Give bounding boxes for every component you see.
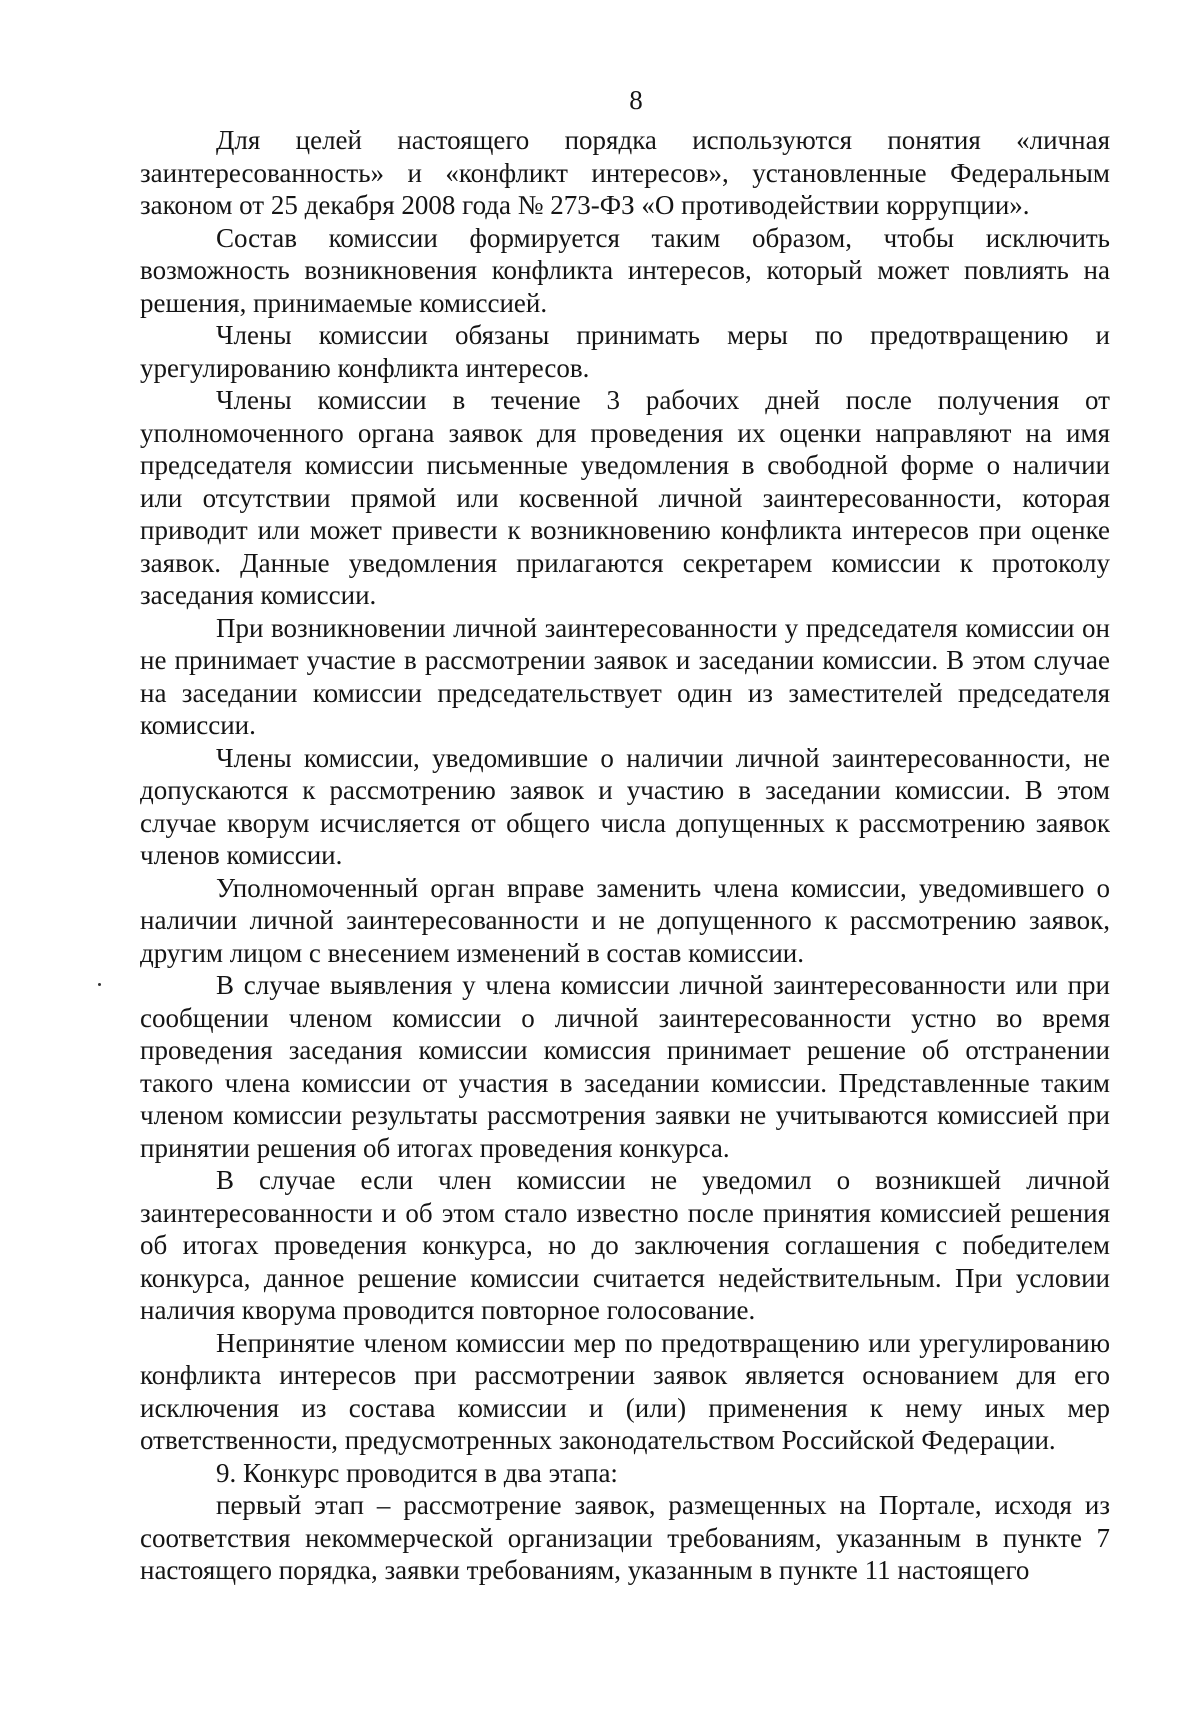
scan-speck [98, 983, 101, 986]
paragraph-member-suspension: В случае выявления у члена комиссии личной заинтересованности или при сообщении членом комиссии о личной заинтересованности устно во время проведения заседания комиссии комиссия принимает решение об отстранении такого члена комиссии от участия в заседании комиссии. Представленные таким членом комиссии результаты рассмотрения заявки не учитываются комиссией при принятии решения об итогах проведения конкурса. [140, 970, 1110, 1163]
paragraph-failure-to-act: Непринятие членом комиссии мер по предотвращению или урегулированию конфликта интересов при рассмотрении заявок является основанием для его исключения из состава комиссии и (или) применения к нему иных мер ответственности, предусмотренных законодательством Российской Федерации. [140, 1327, 1110, 1455]
paragraph-members-excluded: Члены комиссии, уведомившие о наличии личной заинтересованности, не допускаются к рассмотрению заявок и участию в заседании комиссии. В этом случае кворум исчисляется от общего числа допущенных к рассмотрению заявок членов комиссии. [140, 742, 1110, 870]
paragraph-commission-composition: Состав комиссии формируется таким образом, чтобы исключить возможность возникновения конфликта интересов, который может повлиять на решения, принимаемые комиссией. [140, 222, 1110, 318]
paragraph-member-replacement: Уполномоченный орган вправе заменить члена комиссии, уведомившего о наличии личной заинтересованности и не допущенного к рассмотрению заявок, другим лицом с внесением изменений в состав комиссии. [140, 872, 1110, 968]
paragraph-decision-invalid: В случае если член комиссии не уведомил о возникшей личной заинтересованности и об этом стало известно после принятия комиссией решения об итогах проведения конкурса, но до заключения соглашения с победителем конкурса, данное решение комиссии считается недействительным. При условии наличия кворума проводится повторное голосование. [140, 1165, 1110, 1325]
paragraph-members-obligations: Члены комиссии обязаны принимать меры по предотвращению и урегулированию конфликта интересов. [140, 320, 1110, 383]
paragraph-contest-stages: 9. Конкурс проводится в два этапа: [216, 1457, 618, 1488]
paragraph-notifications: Члены комиссии в течение 3 рабочих дней после получения от уполномоченного органа заявок для проведения их оценки направляют на имя председателя комиссии письменные уведомления в свободной форме о наличии или отсутствии прямой или косвенной личной заинтересованности, которая приводит или может привести к возникновению конфликта интересов при оценке заявок. Данные уведомления прилагаются секретарем комиссии к протоколу заседания комиссии. [140, 385, 1110, 610]
paragraph-first-stage: первый этап – рассмотрение заявок, размещенных на Портале, исходя из соответствия некоммерческой организации требованиям, указанным в пункте 7 настоящего порядка, заявки требованиям, указанным в пункте 11 настоящего [140, 1490, 1110, 1585]
document-body [140, 124, 1110, 1587]
page-number: 8 [629, 85, 643, 115]
paragraph-definitions: Для целей настоящего порядка используются понятия «личная заинтересованность» и «конфликт интересов», установленные Федеральным законом от 25 декабря 2008 года № 273-ФЗ «О противодействии коррупции». [140, 125, 1110, 220]
paragraph-chairman-interest: При возникновении личной заинтересованности у председателя комиссии он не принимает участие в рассмотрении заявок и заседании комиссии. В этом случае на заседании комиссии председательствует один из заместителей председателя комиссии. [140, 612, 1110, 740]
